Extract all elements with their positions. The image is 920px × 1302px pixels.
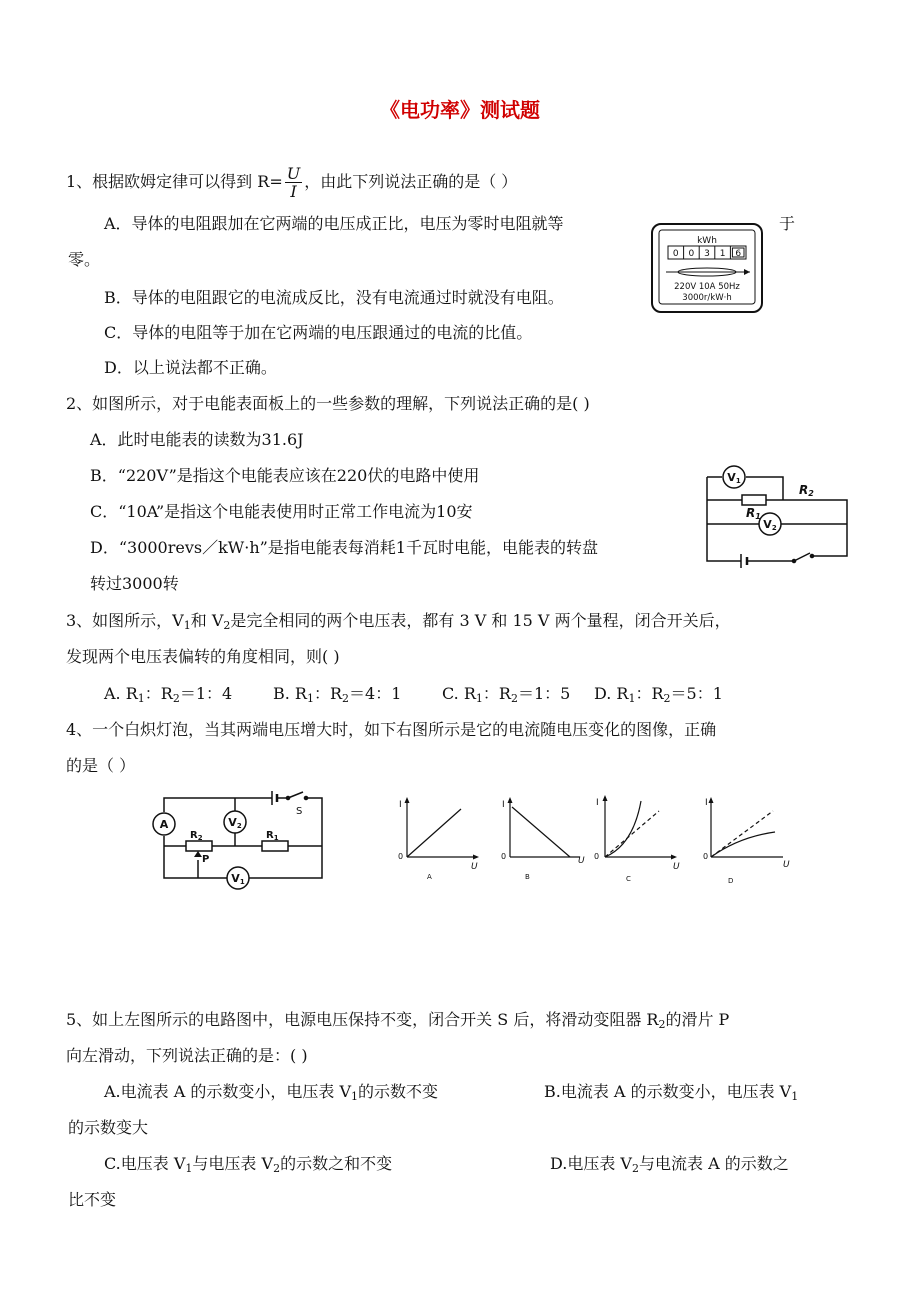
opt-sub: 2 <box>632 1162 639 1175</box>
v2-label: V <box>763 518 772 531</box>
opt-text: 的示数不变 <box>358 1082 439 1101</box>
voltmeter-v2-icon <box>759 513 781 535</box>
v2-label: V <box>228 816 237 829</box>
voltmeter-v1-icon <box>723 466 745 488</box>
r2-letter: R <box>190 830 198 841</box>
battery-icon <box>741 554 747 568</box>
graph-y-label: I <box>502 800 505 810</box>
opt-text: 与电压表 V <box>192 1154 274 1173</box>
opt-text: 的示数之和不变 <box>280 1154 393 1173</box>
r2-subscript: 2 <box>197 834 203 842</box>
q3-line1 <box>66 611 731 631</box>
opt-text: A. R <box>104 684 138 703</box>
opt-text: C. R <box>442 684 476 703</box>
graph-y-label: I <box>399 800 402 810</box>
q3-option-b <box>273 684 401 704</box>
opt-sub: 2 <box>273 1162 281 1175</box>
r1-subscript: 1 <box>273 834 279 842</box>
q3-option-d <box>594 684 723 704</box>
v1-label: V <box>727 471 736 484</box>
r2-label <box>190 830 203 842</box>
q2-option-a: A．此时电能表的读数为31.6J <box>90 430 304 449</box>
ammeter-label: A <box>159 818 169 831</box>
slider-arrow-icon <box>194 851 202 857</box>
meter-disc-icon <box>666 268 750 276</box>
circuit-diagram-q5 <box>150 790 330 890</box>
graph-origin: 0 <box>398 852 404 861</box>
r2-letter: R <box>799 483 809 497</box>
q2-stem: 2、如图所示，对于电能表面板上的一些参数的理解，下列说法正确的是( ) <box>66 394 590 413</box>
graph-origin: 0 <box>703 852 709 861</box>
opt-sub: 1 <box>306 692 314 705</box>
meter-digit: 0 <box>672 249 679 259</box>
opt-sub: 2 <box>172 692 180 705</box>
q1-stem <box>66 162 517 202</box>
page-title: 《电功率》测试题 <box>380 98 540 122</box>
q2-option-d-cont: 转过3000转 <box>90 574 179 593</box>
meter-rev: 3000r/kW·h <box>682 293 732 303</box>
r1-label <box>266 830 279 842</box>
q5-option-d-cont: 比不变 <box>68 1190 117 1209</box>
q5-line2: 向左滑动，下列说法正确的是：( ) <box>66 1046 308 1065</box>
r2-label <box>799 483 814 498</box>
opt-sub: 1 <box>137 692 145 705</box>
q1-option-c: C．导体的电阻等于加在它两端的电压跟通过的电流的比值。 <box>104 323 533 342</box>
graph-x-label: U <box>578 856 585 866</box>
q5-option-b <box>544 1082 798 1102</box>
graph-b <box>500 795 588 883</box>
meter-digit: 3 <box>704 249 710 259</box>
q3-l1-sub1: 1 <box>183 619 191 632</box>
opt-text: B.电流表 A 的示数变小，电压表 V <box>544 1082 792 1101</box>
q1-option-a-tail: 于 <box>779 214 796 233</box>
opt-text: A.电流表 A 的示数变小，电压表 V <box>104 1082 352 1101</box>
opt-text: ：R <box>635 684 664 703</box>
fraction-numerator: U <box>286 164 301 183</box>
r1-label <box>746 506 761 521</box>
meter-digit: 6 <box>735 249 742 259</box>
opt-text: ：R <box>313 684 343 703</box>
voltmeter-v1-icon <box>227 867 249 889</box>
graph-d <box>703 795 795 887</box>
opt-text: ＝5：1 <box>670 684 723 703</box>
q3-line2: 发现两个电压表偏转的角度相同，则( ) <box>66 647 340 666</box>
q1-option-a: A．导体的电阻跟加在它两端的电压成正比，电压为零时电阻就等 <box>104 214 564 233</box>
q1-stem-after: ，由此下列说法正确的是（ ） <box>304 172 518 191</box>
q5-option-c <box>104 1154 392 1174</box>
opt-text: B. R <box>273 684 307 703</box>
opt-sub: 1 <box>791 1090 799 1103</box>
graph-y-label: I <box>596 798 599 808</box>
opt-sub: 1 <box>351 1090 359 1103</box>
q1-option-a-cont: 零。 <box>68 250 101 269</box>
opt-text: D. R <box>594 684 629 703</box>
v2-subscript: 2 <box>771 524 777 532</box>
meter-digit: 0 <box>688 249 695 259</box>
opt-text: ＝1：4 <box>179 684 233 703</box>
switch-icon <box>792 553 814 563</box>
graph-x-label: U <box>673 862 680 872</box>
r2-subscript: 2 <box>808 489 814 498</box>
opt-sub: 2 <box>510 692 518 705</box>
voltmeter-v2-icon <box>224 811 246 833</box>
q1-option-b: B．导体的电阻跟它的电流成反比，没有电流通过时就没有电阻。 <box>104 288 564 307</box>
q5-l1-b: 的滑片 P <box>665 1010 730 1029</box>
r1-letter: R <box>266 830 274 841</box>
graph-a <box>395 795 480 883</box>
graph-origin: 0 <box>594 852 600 861</box>
opt-text: ＝4：1 <box>349 684 402 703</box>
opt-text: ＝1：5 <box>517 684 571 703</box>
fraction-denominator: I <box>290 182 297 201</box>
q5-option-b-cont: 的示数变大 <box>68 1118 149 1137</box>
ohm-fraction <box>285 165 302 200</box>
opt-sub: 2 <box>663 692 671 705</box>
ammeter-icon <box>153 813 175 835</box>
electricity-meter-figure <box>650 222 765 316</box>
q2-option-c: C．“10A”是指这个电能表使用时正常工作电流为10安 <box>90 502 473 521</box>
v1-subscript: 1 <box>239 878 245 886</box>
q1-option-d: D．以上说法都不正确。 <box>104 358 277 377</box>
q1-stem-before: 1、根据欧姆定律可以得到 R= <box>66 172 283 191</box>
slider-p-label: P <box>202 854 210 865</box>
opt-text: D.电压表 V <box>550 1154 632 1173</box>
q3-option-c <box>442 684 570 704</box>
q3-l1-a: 3、如图所示，V <box>66 611 184 630</box>
q5-option-d <box>550 1154 789 1174</box>
opt-text: ：R <box>144 684 173 703</box>
q5-line1 <box>66 1010 729 1030</box>
q5-l1-a: 5、如上左图所示的电路图中，电源电压保持不变，闭合开关 S 后，将滑动变阻器 R <box>66 1010 659 1029</box>
meter-spec: 220V 10A 50Hz <box>674 282 740 292</box>
graph-letter: A <box>427 873 432 881</box>
q3-l1-sub2: 2 <box>223 619 231 632</box>
v1-subscript: 1 <box>735 477 741 485</box>
graph-x-label: U <box>783 860 790 870</box>
switch-s-label: S <box>296 806 303 817</box>
q5-l1-sub: 2 <box>658 1018 666 1031</box>
q3-l1-b: 和 V <box>190 611 224 630</box>
q2-option-b: B．“220V”是指这个电能表应该在220伏的电路中使用 <box>90 466 480 485</box>
meter-digit: 1 <box>719 249 726 259</box>
opt-text: ：R <box>482 684 511 703</box>
switch-icon <box>277 792 308 800</box>
v1-label: V <box>231 872 240 885</box>
opt-sub: 1 <box>475 692 483 705</box>
q4-line1: 4、一个白炽灯泡，当其两端电压增大时，如下右图所示是它的电流随电压变化的图像，正确 <box>66 720 717 739</box>
opt-sub: 1 <box>628 692 636 705</box>
v2-subscript: 2 <box>236 822 242 830</box>
opt-sub: 1 <box>185 1162 193 1175</box>
graph-origin: 0 <box>501 852 507 861</box>
graph-letter: B <box>525 873 530 881</box>
opt-text: 与电流表 A 的示数之 <box>639 1154 789 1173</box>
graph-letter: C <box>626 875 631 883</box>
meter-unit: kWh <box>697 236 717 246</box>
q4-line2: 的是（ ） <box>66 756 136 775</box>
meter-digits <box>668 246 746 259</box>
graph-y-label: I <box>705 798 708 808</box>
graph-letter: D <box>728 877 734 885</box>
q2-option-d: D．“3000revs／kW·h”是指电能表每消耗1千瓦时电能，电能表的转盘 <box>90 538 598 557</box>
circuit-diagram-q3 <box>700 465 855 570</box>
r1-letter: R <box>746 506 756 520</box>
opt-text: C.电压表 V <box>104 1154 186 1173</box>
q3-option-a <box>104 684 232 704</box>
q5-option-a <box>104 1082 438 1102</box>
battery-icon <box>272 791 277 805</box>
r1-subscript: 1 <box>755 512 761 521</box>
q3-l1-c: 是完全相同的两个电压表，都有 3 V 和 15 V 两个量程，闭合开关后， <box>230 611 731 630</box>
opt-sub: 2 <box>342 692 350 705</box>
graph-x-label: U <box>471 862 478 872</box>
graph-c <box>593 793 688 885</box>
